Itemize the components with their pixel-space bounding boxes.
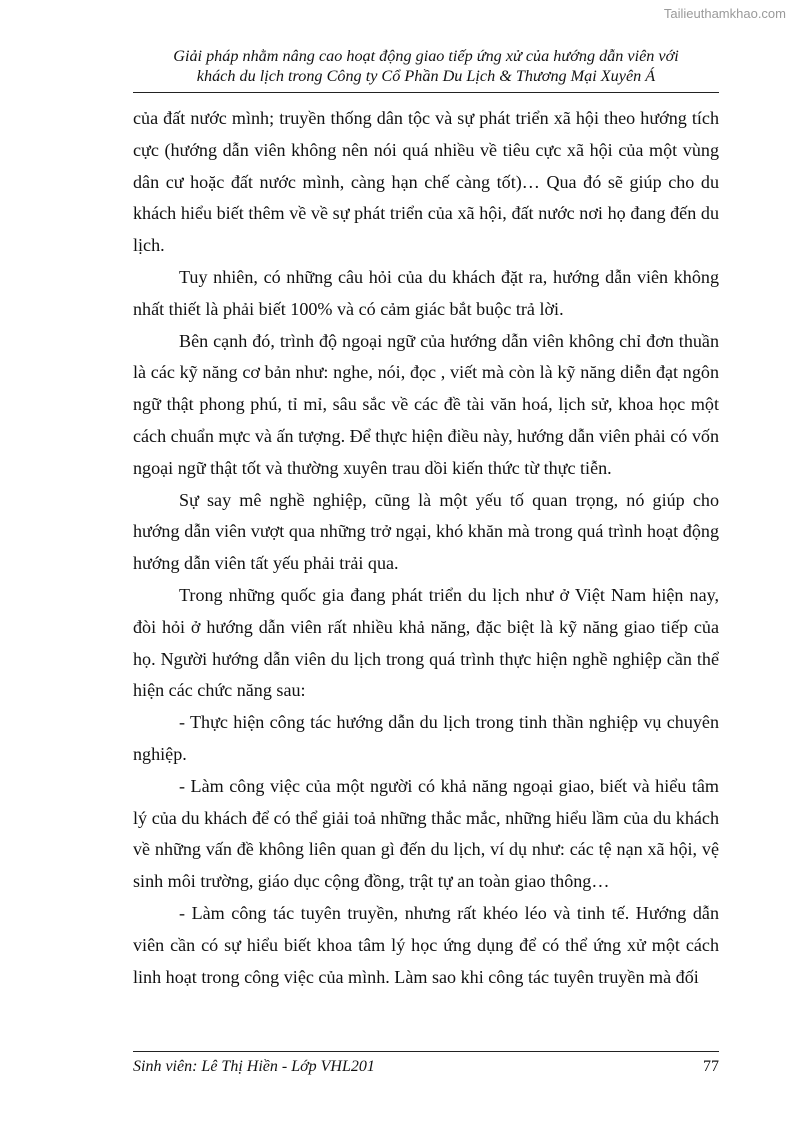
- page-number: 77: [703, 1058, 719, 1075]
- paragraph: Trong những quốc gia đang phát triển du lịch như ở Việt Nam hiện nay, đòi hỏi ở hướng dẫn viên rất nhiều khả năng, đặc biệt là kỹ năng giao tiếp của họ. Người hướng dẫn viên du lịch trong quá trình thực hiện nghề nghiệp cần thể hiện các chức năng sau:: [133, 584, 719, 701]
- footer-author: Sinh viên: Lê Thị Hiền - Lớp VHL201: [133, 1058, 375, 1075]
- paragraph: Bên cạnh đó, trình độ ngoại ngữ của hướng dẫn viên không chỉ đơn thuần là các kỹ năng cơ bản như: nghe, nói, đọc , viết mà còn là kỹ năng diễn đạt ngôn ngữ thật phong phú, tỉ mỉ, sâu sắc về các đề tài văn hoá, lịch sử, khoa học một cách chuẩn mực và ấn tượng. Để thực hiện điều này, hướng dẫn viên phải có vốn ngoại ngữ thật tốt và thường xuyên trau dồi kiến thức từ thực tiễn.: [133, 330, 719, 478]
- body-text: [133, 103, 719, 993]
- header-title-line-2: khách du lịch trong Công ty Cổ Phần Du Lịch & Thương Mại Xuyên Á: [196, 67, 656, 85]
- list-item: - Làm công việc của một người có khả năng ngoại giao, biết và hiểu tâm lý của du khách để có thể giải toả những thắc mắc, những hiểu lầm của du khách về những vấn đề không liên quan gì đến du lịch, ví dụ như: các tệ nạn xã hội, vệ sinh môi trường, giáo dục cộng đồng, trật tự an toàn giao thông…: [133, 775, 719, 892]
- list-item: - Thực hiện công tác hướng dẫn du lịch trong tinh thần nghiệp vụ chuyên nghiệp.: [133, 712, 719, 764]
- list-item: - Làm công tác tuyên truyền, nhưng rất khéo léo và tinh tế. Hướng dẫn viên cần có sự hiểu biết khoa tâm lý học ứng dụng để có thể ứng xử một cách linh hoạt trong công việc của mình. Làm sao khi công tác tuyên truyền mà đối: [133, 902, 719, 987]
- page-footer: [133, 1057, 719, 1077]
- watermark: Tailieuthamkhao.com: [663, 6, 786, 21]
- footer-divider: [133, 1051, 719, 1052]
- paragraph: Tuy nhiên, có những câu hỏi của du khách đặt ra, hướng dẫn viên không nhất thiết là phải biết 100% và có cảm giác bắt buộc trả lời.: [133, 266, 719, 319]
- page-header: [133, 46, 719, 86]
- header-title-line-1: Giải pháp nhằm nâng cao hoạt động giao tiếp ứng xử của hướng dẫn viên với: [173, 47, 679, 65]
- paragraph: của đất nước mình; truyền thống dân tộc và sự phát triển xã hội theo hướng tích cực (hướng dẫn viên không nên nói quá nhiều về tiêu cực xã hội của một vùng dân cư hoặc đất nước mình, càng hạn chế càng tốt)… Qua đó sẽ giúp cho du khách hiểu biết thêm về về sự phát triển của xã hội, đất nước nơi họ đang đến du lịch.: [133, 108, 719, 256]
- header-divider: [133, 92, 719, 93]
- paragraph: Sự say mê nghề nghiệp, cũng là một yếu tố quan trọng, nó giúp cho hướng dẫn viên vượt qua những trở ngại, khó khăn mà trong quá trình hoạt động hướng dẫn viên tất yếu phải trải qua.: [133, 489, 719, 574]
